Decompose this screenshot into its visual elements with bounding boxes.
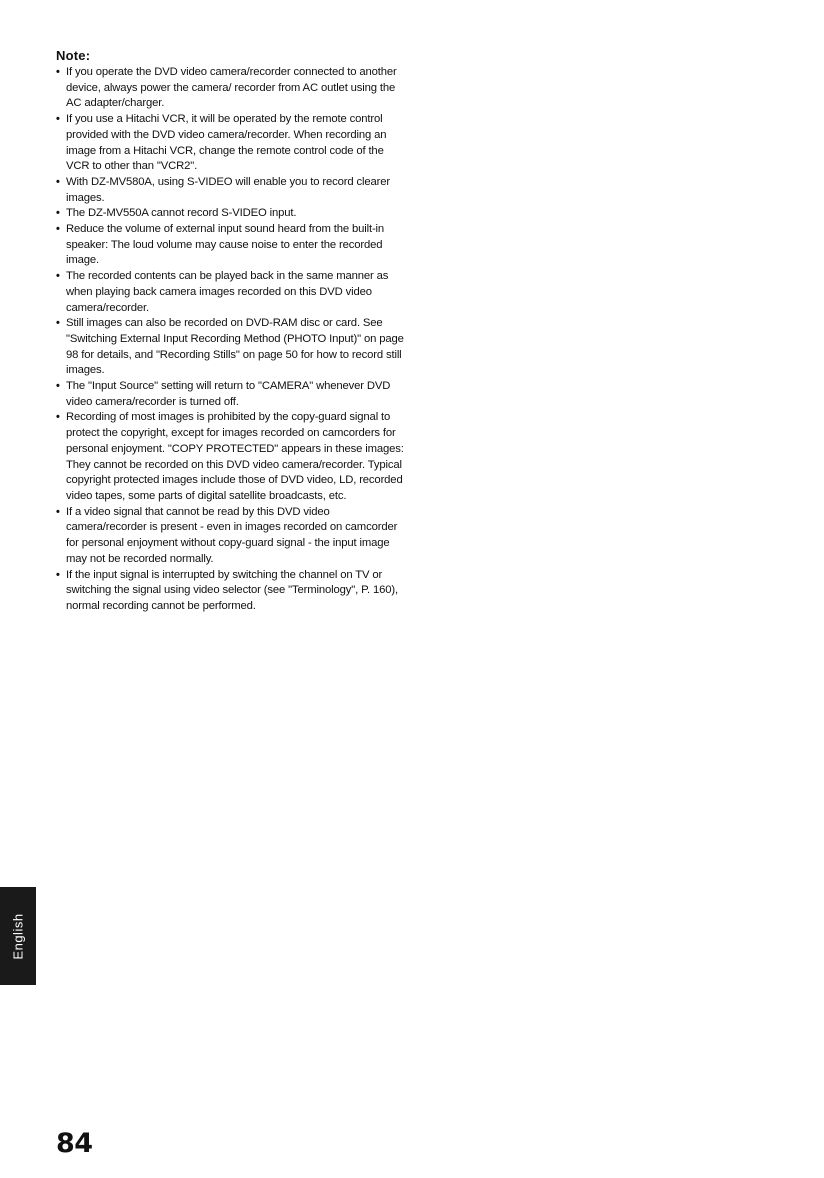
list-item xyxy=(56,568,406,615)
list-item xyxy=(56,112,406,175)
list-item xyxy=(56,269,406,316)
bullet-icon: • xyxy=(56,270,60,283)
bullet-icon: • xyxy=(56,223,60,236)
bullet-icon: • xyxy=(56,66,60,78)
note-text: The recorded contents can be played back in the same manner as when playing back camera images recorded on this DVD video camera/recorder. xyxy=(66,270,389,314)
list-item xyxy=(56,65,406,112)
bullet-icon: • xyxy=(56,207,60,220)
language-side-tab xyxy=(0,887,36,985)
note-text: Reduce the volume of external input sound heard from the built-in speaker: The loud volume may cause noise to enter the recorded image. xyxy=(66,223,385,267)
bullet-icon: • xyxy=(56,175,60,188)
page-number: 84 xyxy=(56,1128,93,1159)
bullet-icon: • xyxy=(56,505,60,518)
note-text: The "Input Source" setting will return to "CAMERA" whenever DVD video camera/recorder is turned off. xyxy=(66,380,391,408)
note-list xyxy=(56,65,406,615)
list-item xyxy=(56,222,406,269)
note-text: If the input signal is interrupted by switching the channel on TV or switching the signal using video selector (see "Terminology", P. 160), normal recording cannot be performed. xyxy=(66,568,399,612)
list-item xyxy=(56,410,406,504)
note-heading: Note: xyxy=(56,48,91,63)
bullet-icon: • xyxy=(56,317,60,330)
note-text: Recording of most images is prohibited by the copy-guard signal to protect the copyright, except for images recorded on camcorders for personal enjoyment. "COPY PROTECTED" appears in these images: They cannot be recorded on this DVD video camera/recorder. Typical copyright protected images include those of DVD video, LD, recorded video tapes, some parts of digital satellite broadcasts, etc. xyxy=(66,411,404,502)
list-item xyxy=(56,316,406,379)
bullet-icon: • xyxy=(56,113,60,126)
note-text: If you use a Hitachi VCR, it will be operated by the remote control provided with the DVD video camera/recorder. When recording an image from a Hitachi VCR, change the remote control code of the VCR to other than "VCR2". xyxy=(66,113,387,173)
language-label: English xyxy=(10,912,26,960)
note-text: With DZ-MV580A, using S-VIDEO will enable you to record clearer images. xyxy=(66,175,390,204)
bullet-icon: • xyxy=(56,411,60,424)
list-item xyxy=(56,206,406,222)
list-item xyxy=(56,175,406,206)
note-text: If you operate the DVD video camera/recorder connected to another device, always power the camera/ recorder from AC outlet using the AC adapter/charger. xyxy=(66,66,397,110)
bullet-icon: • xyxy=(56,380,60,393)
bullet-icon: • xyxy=(56,568,60,581)
note-section xyxy=(56,48,406,615)
note-text: Still images can also be recorded on DVD-RAM disc or card. See "Switching External Input Recording Method (PHOTO Input)" on page 98 for details, and "Recording Stills" on page 50 for how to record still images. xyxy=(66,317,404,377)
note-text: If a video signal that cannot be read by this DVD video camera/recorder is present - even in images recorded on camcorder for personal enjoyment without copy-guard signal - the input image may not be recorded normally. xyxy=(66,505,398,565)
list-item xyxy=(56,379,406,410)
list-item xyxy=(56,505,406,568)
note-text: The DZ-MV550A cannot record S-VIDEO input. xyxy=(66,207,297,220)
